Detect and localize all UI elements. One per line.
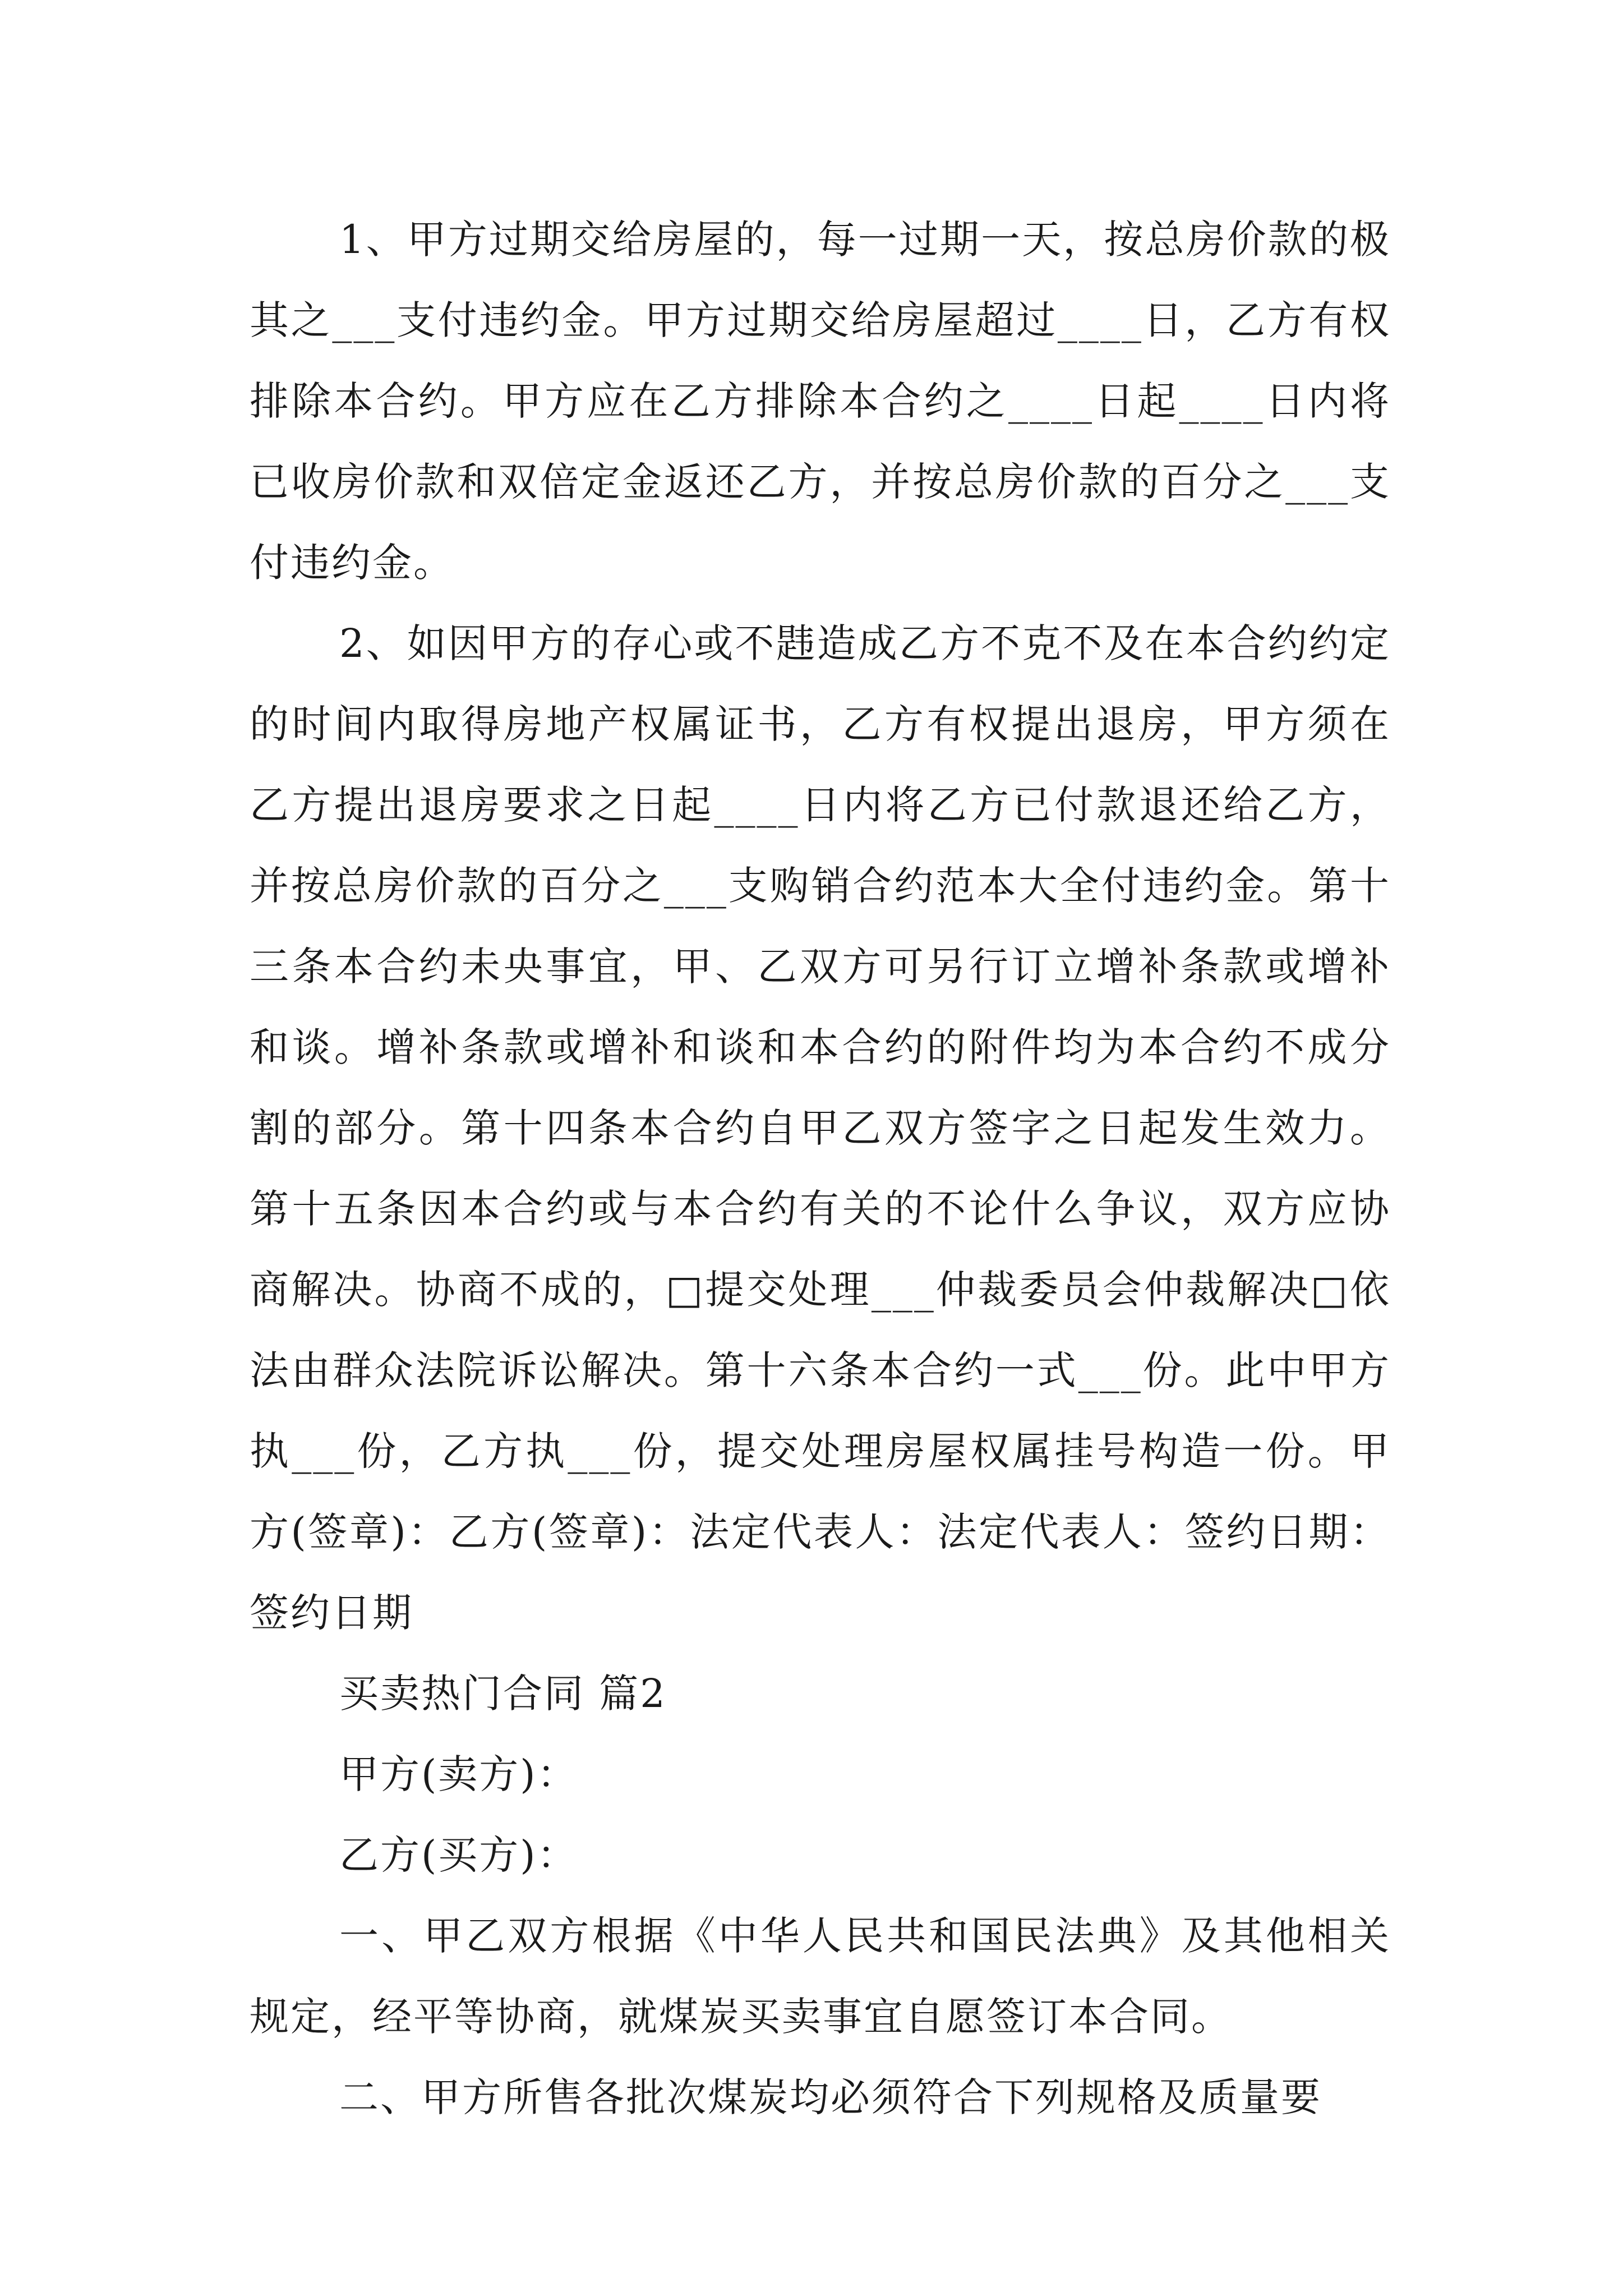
clause-1-paragraph: 1、甲方过期交给房屋的，每一过期一天，按总房价款的极其之___支付违约金。甲方过期交给房屋超过____日，乙方有权排除本合约。甲方应在乙方排除本合约之____日起____日内将已收房价款和双倍定金返还乙方，并按总房价款的百分之___支付违约金。 — [250, 217, 1391, 586]
party-b-line: 乙方(买方)： — [339, 1832, 578, 1878]
clause-2-paragraph: 2、如因甲方的存心或不韪造成乙方不克不及在本合约约定的时间内取得房地产权属证书，乙方有权提出退房，甲方须在乙方提出退房要求之日起____日内将乙方已付款退还给乙方，并按总房价款的百分之___支购销合约范本大全付违约金。第十三条本合约未央事宜，甲、乙双方可另行订立增补条款或增补和谈。增补条款或增补和谈和本合约的附件均为本合约不成分割的部分。第十四条本合约自甲乙双方签字之日起发生效力。第十五条因本合约或与本合约有关的不论什么争议，双方应协商解决。协商不成的，□提交处理___仲裁委员会仲裁解决□依法由群众法院诉讼解决。第十六条本合约一式___份。此中甲方执___份，乙方执___份，提交处理房屋权属挂号构造一份。甲方(签章)：乙方(签章)：法定代表人：法定代表人：签约日期：签约日期 — [250, 620, 1391, 1636]
section-heading: 买卖热门合同 篇2 — [339, 1671, 667, 1717]
document-body — [250, 199, 1391, 2138]
article-1-paragraph: 一、甲乙双方根据《中华人民共和国民法典》及其他相关规定，经平等协商，就煤炭买卖事宜自愿签订本合同。 — [250, 1913, 1391, 2040]
party-a-line: 甲方(卖方)： — [339, 1751, 578, 1797]
article-2-paragraph: 二、甲方所售各批次煤炭均必须符合下列规格及质量要 — [339, 2074, 1322, 2120]
